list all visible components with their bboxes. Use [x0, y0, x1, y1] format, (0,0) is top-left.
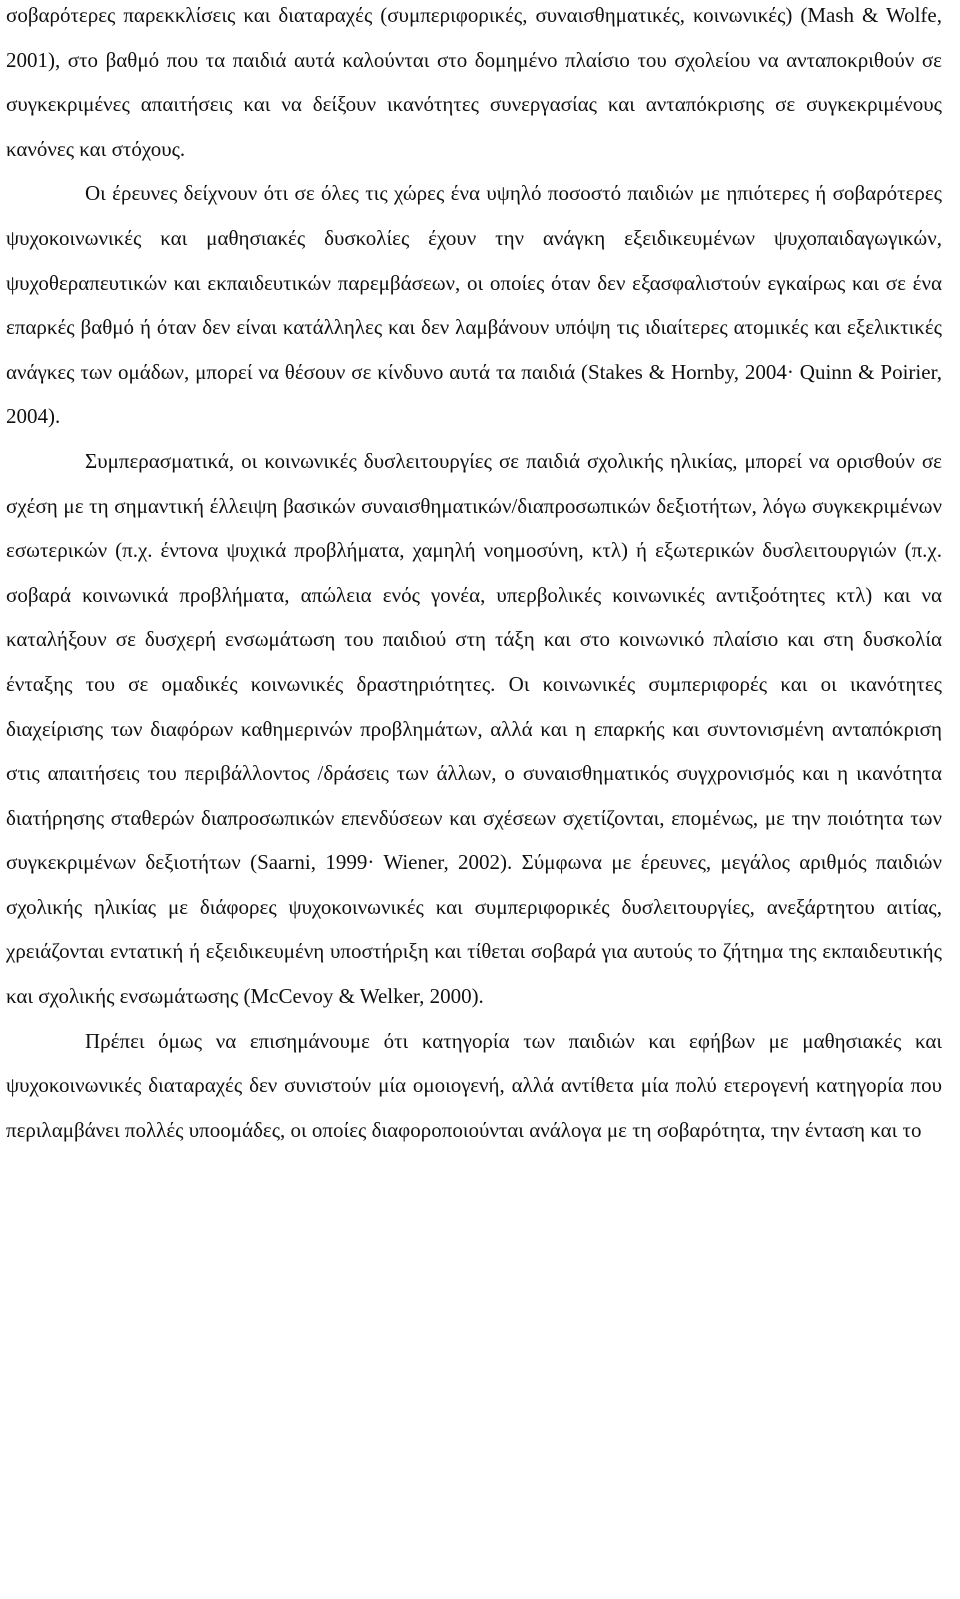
- paragraph-heterogeneity: Πρέπει όμως να επισημάνουμε ότι κατηγορία των παιδιών και εφήβων με μαθησιακές και ψυχοκοινωνικές διαταραχές δεν συνιστούν μία ομοιογενή, αλλά αντίθετα μία πολύ ετερογενή κατηγορία που περιλαμβάνει πολλές υποομάδες, οι οποίες διαφοροποιούνται ανάλογα με τη σοβαρότητα, την ένταση και το: [6, 1028, 942, 1142]
- paragraph-conclusion: Συμπερασματικά, οι κοινωνικές δυσλειτουργίες σε παιδιά σχολικής ηλικίας, μπορεί να ορισθούν σε σχέση με τη σημαντική έλλειψη βασικών συναισθηματικών/διαπροσωπικών δεξιοτήτων, λόγω συγκεκριμένων εσωτερικών (π.χ. έντονα ψυχικά προβλήματα, χαμηλή νοημοσύνη, κτλ) ή εξωτερικών δυσλειτουργιών (π.χ. σοβαρά κοινωνικά προβλήματα, απώλεια ενός γονέα, υπερβολικές κοινωνικές αντιξοότητες κτλ) και να καταλήξουν σε δυσχερή ενσωμάτωση του παιδιού στη τάξη και στο κοινωνικό πλαίσιο και στη δυσκολία ένταξης του σε ομαδικές κοινωνικές δραστηριότητες. Οι κοινωνικές συμπεριφορές και οι ικανότητες διαχείρισης των διαφόρων καθημερινών προβλημάτων, αλλά και η επαρκής και συντονισμένη ανταπόκριση στις απαιτήσεις του περιβάλλοντος /δράσεις των άλλων, ο συναισθηματικός συγχρονισμός και η ικανότητα διατήρησης σταθερών διαπροσωπικών επενδύσεων και σχέσεων σχετίζονται, επομένως, με την ποιότητα των συγκεκριμένων δεξιοτήτων (Saarni, 1999· Wiener, 2002). Σύμφωνα με έρευνες, μεγάλος αριθμός παιδιών σχολικής ηλικίας με διάφορες ψυχοκοινωνικές και συμπεριφορικές δυσλειτουργίες, ανεξάρτητου αιτίας, χρειάζονται εντατική ή εξειδικευμένη υποστήριξη και τίθεται σοβαρά για αυτούς το ζήτημα της εκπαιδευτικής και σχολικής ενσωμάτωσης (McCevoy & Welker, 2000).: [6, 448, 942, 1009]
- paragraph-continuation: σοβαρότερες παρεκκλίσεις και διαταραχές (συμπεριφορικές, συναισθηματικές, κοινωνικές) (Mash & Wolfe, 2001), στο βαθμό που τα παιδιά αυτά καλούνται στο δομημένο πλαίσιο του σχολείου να ανταποκριθούν σε συγκεκριμένες απαιτήσεις και να δείξουν ικανότητες συνεργασίας και ανταπόκρισης σε συγκεκριμένους κανόνες και στόχους.: [6, 3, 942, 161]
- paragraph-research-findings: Οι έρευνες δείχνουν ότι σε όλες τις χώρες ένα υψηλό ποσοστό παιδιών με ηπιότερες ή σοβαρότερες ψυχοκοινωνικές και μαθησιακές δυσκολίες έχουν την ανάγκη εξειδικευμένων ψυχοπαιδαγωγικών, ψυχοθεραπευτικών και εκπαιδευτικών παρεμβάσεων, οι οποίες όταν δεν εξασφαλιστούν εγκαίρως και σε ένα επαρκές βαθμό ή όταν δεν είναι κατάλληλες και δεν λαμβάνουν υπόψη τις ιδιαίτερες ατομικές και εξελικτικές ανάγκες των ομάδων, μπορεί να θέσουν σε κίνδυνο αυτά τα παιδιά (Stakes & Hornby, 2004· Quinn & Poirier, 2004).: [6, 181, 942, 429]
